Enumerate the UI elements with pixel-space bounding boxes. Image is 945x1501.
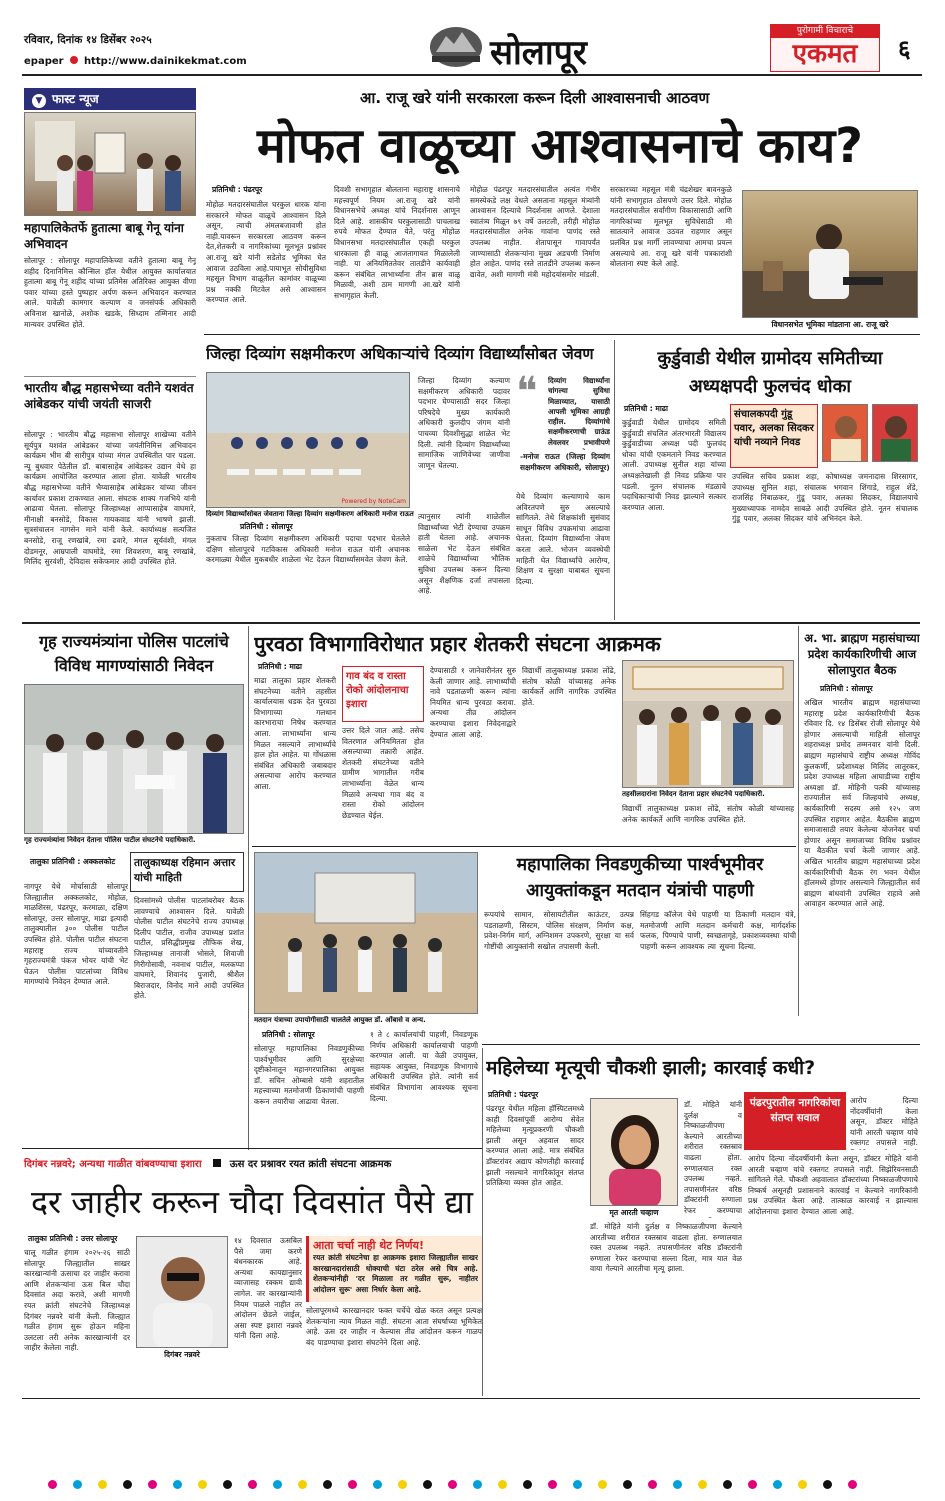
sugar-photo xyxy=(136,1236,228,1348)
election-col3: सोलापूर महापालिका निवडणुकीच्या पार्श्वभूमीवर आणि सुरक्षेच्या दृष्टीकोनातून महानगरपालिका आयुक्त डॉ. सचिन ओम्बासे यांनी शहरातील महत्त्वाच्या मतमोजणी ठिकाणांची पाहणी करून तयारीचा आढावा घेतला. xyxy=(254,1044,364,1106)
kurduwadi-byline: प्रतिनिधी : माढा xyxy=(624,404,668,413)
lead-photo-caption: विधानसभेत भूमिका मांडताना आ. राजू खरे xyxy=(771,320,889,329)
sugar-col1: चालू गळीत हंगाम २०२५-२६ साठी सोलापूर जिल्ह्यातील साखर कारखान्यांनी ऊसाचा दर जाहीर करावा आणि शेतकऱ्यांना ऊस बिल चौदा दिवसांत अदा करावे, अशी मागणी रयत क्रांती संघटनेचे जिल्हाध्यक्ष दिगंबर नन्नवरे यांनी केली. जिल्ह्यात गळीत हंगाम सुरू होऊन महिना उलटला तरी अनेक कारखान्यांनी दर जाहीर केलेला नाही. xyxy=(24,1248,130,1353)
election-headline-2: आयुक्तांकडून मतदान यंत्रांची पाहणी xyxy=(526,881,754,901)
divyang-col-d: येथे दिव्यांग कल्याणाचे काम अविरतपणे सुरु असल्याचे सांगितले. तेथे शिक्षकांशी सुसंवाद साधून विविध उपक्रमांचा आढावा घेतला. दिव्यांग विद्यार्थ्यांना जेवण करता आले. भोजन व्यवस्थेची माहिती घेत विद्यार्थ्यांचे आरोग्य, शिक्षण व सुरक्षा याबाबत सूचना दिल्या. xyxy=(516,492,610,586)
city-name: सोलापूर xyxy=(490,33,587,73)
sugar-col2: १४ दिवसात ऊसबिल पैसे जमा करणे बंधनकारक आहे. अन्यथा कायद्यानुसार व्याजासह रक्कम द्यावी लागेल. जर कारखान्यांनी नियम पाळले नाहीत तर आंदोलन छेडले जाईल, असा स्पष्ट इशारा नन्नवरे यांनी दिला आहे. xyxy=(234,1236,302,1341)
lead-photo xyxy=(742,190,918,318)
supply-col4: विद्यार्थी तालुकाध्यक्ष प्रकाश लोंढे, संतोष कोळी यांच्यासह अनेक कार्यकर्ते आणि नागरिक उपस्थित होते. xyxy=(622,804,794,824)
police-byline: तालुका प्रतिनिधी : अक्कलकोट xyxy=(30,857,116,866)
city-logo-icon xyxy=(426,22,486,72)
supply-headline: पुरवठा विभागाविरोधात प्रहार शेतकरी संघटना आक्रमक xyxy=(254,632,661,656)
globe-icon xyxy=(70,56,78,64)
divyang-byline: प्रतिनिधी : सोलापूर xyxy=(240,522,293,531)
divyang-photo-caption: दिव्यांग विद्यार्थ्यांसोबत जेवताना जिल्हा दिव्यांग सक्षमीकरण अधिकारी मनोज राऊत xyxy=(206,510,414,518)
sugar-col3: सोलापूरमध्ये कारखानदार फक्त चर्चेचे खेळ करत असून प्रत्यक्ष शेतकऱ्यांना न्याय मिळत नाही. संघटना आता संघर्षाच्या भूमिकेत आहे. ऊस दर जाहीर न केल्यास तीव्र आंदोलन करून गाळप बंद पाडण्याचा इशारा संघटनेने दिला आहे. xyxy=(306,1306,482,1347)
brand-box xyxy=(770,24,880,72)
lead-kicker: आ. राजू खरे यांनी सरकारला करून दिली आश्वासनाची आठवण xyxy=(360,89,710,107)
registration-marks xyxy=(40,1474,910,1488)
sidebar-story2-headline: भारतीय बौद्ध महासभेच्या वतीने यशवंत आंबेडकर यांची जयंती साजरी xyxy=(24,381,194,411)
fast-news-header: ▼ फास्ट न्यूज xyxy=(24,88,196,110)
mahila-col3: आरोप दिल्या नोंदवर्षीयांनी केला असून, डॉक्टर मोहिते यांनी आरती चव्हाण यांचे रक्तगट तपासले नाही. सिझेरियनसाठी सांगितले गेले. चौकशी अहवालात डॉक्टरांच्या निष्काळजीपणाचे निष्कर्ष असूनही प्रशासनाने कारवाई न केल्याने नागरिकांनी प्रश्न उपस्थित केला आहे. तात्काळ कारवाई न झाल्यास आंदोलनाचा इशारा देण्यात आला आहे. xyxy=(748,1154,918,1216)
divyang-photo-credit: Powered by NoteCam xyxy=(341,498,406,505)
divyang-quote: दिव्यांग विद्यार्थ्यांना चांगल्या सुविधा मिळाव्यात, यासाठी आपली भूमिका आग्रही राहील. दिव्यांगांचे सक्षमीकरणाची ग्राऊंड लेवलवर प्रभावीपणे xyxy=(548,376,610,447)
supply-byline: प्रतिनिधी : माढा xyxy=(258,662,302,671)
election-col4: १ ते ८ कार्यालयांची पाहणी, निवडणूक निर्णय अधिकारी कार्यालयाची पाहणी करण्यात आली. या वेळी उपायुक्त, सहायक आयुक्त, निवडणूक विभागाचे अधिकारी उपस्थित होते. त्यांनी सर्व संबंधित विभागांना आवश्यक सूचना दिल्या. xyxy=(370,1030,478,1103)
mahila-col2b: डॉ. मोहिते यांनी दुर्लक्ष व निष्काळजीपणा केल्याने आरतीच्या शरीरात रक्तस्राव वाढला होता. रुग्णालयात रक्त उपलब्ध नव्हते. तपासणीनंतर वरिष्ठ डॉक्टरांनी रुग्णाला रेफर करण्याचा xyxy=(684,1100,742,1215)
mahila-photo xyxy=(590,1098,678,1206)
kurduwadi-photo-2 xyxy=(872,404,918,462)
police-col1: नागपूर येथे मोर्चासाठी सोलापूर जिल्ह्यातील अक्कलकोट, मोहोळ, माळशिरस, पंढरपूर, करमाळा, दक्षिण सोलापूर, उत्तर सोलापूर, माढा इत्यादी तालुक्यातील ३०० पोलीस पाटील उपस्थित होते. पोलीस पाटील संघटना महाराष्ट्र राज्य यांच्यावतीने गृहराज्यमंत्री पंकज भोयर यांची भेट घेऊन पोलीस पाटलांच्या विविध मागण्यांचे निवेदन देण्यात आले. xyxy=(24,882,128,987)
sidebar-story1-body: सोलापूर : सोलापूर महापालिकेच्या वतीने हुतात्मा बाबू गेनू शहीद दिनानिमित्त कौन्सिल हॉल येथील आयुक्त कार्यालयात हुतात्मा बाबू गेनू शहीद यांच्या प्रतिमेस अतिरिक्त आयुक्त वीणा पवार यांच्या हस्ते पुष्पहार अर्पण करून अभिवादन करण्यात आले. यावेळी कामगार कल्याण व जनसंपर्क अधिकारी अविनाश खानोळे, अशोक खडके, सिध्दाम तम्मिनार आदी मान्यवर उपस्थित होते. xyxy=(24,256,196,329)
election-byline: प्रतिनिधी : सोलापूर xyxy=(262,1030,315,1039)
police-photo-caption: गृह राज्यमंत्र्यांना निवेदन देताना पोलिस पाटील संघटनेचे पदाधिकारी. xyxy=(24,836,196,844)
election-headline-1: महापालिका निवडणुकीच्या पार्श्वभूमीवर xyxy=(516,855,764,875)
brand-name: एकमत xyxy=(792,39,858,69)
chevron-down-icon: ▼ xyxy=(32,94,46,108)
kurduwadi-headline-1: कुर्डुवाडी येथील ग्रामोदय समितीच्या xyxy=(657,348,883,369)
police-headline-1: गृह राज्यमंत्र्यांना पोलिस पाटलांचे xyxy=(39,632,229,651)
kurduwadi-headline-2: अध्यक्षपदी फुलचंद धोका xyxy=(688,376,852,397)
supply-inset: गाव बंद व रास्ता रोको आंदोलनाचा इशारा xyxy=(346,671,409,710)
masthead xyxy=(0,0,945,78)
lead-col1: मोहोळ मतदारसंघातील घरकुल धारक यांना सरकारने मोफत वाळूचे आश्वासन दिले असून, त्याची अंमलबजावणी होत नाही.यावरून सरकारला आठवण करून देत,शेतकरी व नागरिकांच्या मूलभूत प्रश्नांवर आ.राजू खरे यांनी सडेतोड भूमिका घेत आवाज उठविला आहे.पायाभूत सोयीसुविधा महसूल विभाग वाळूतील कामांवर वाळूच्या प्रश्न नक्की मिटवेल असे आश्वासन करण्यात आले. xyxy=(206,200,326,305)
bottom-banner-right: ऊस दर प्रश्नावर रयत क्रांती संघटना आक्रमक xyxy=(229,1159,392,1170)
fast-news-sidebar xyxy=(24,88,196,646)
sugar-byline: तालुका प्रतिनिधी : उत्तर सोलापूर xyxy=(28,1234,118,1243)
supply-col1: माढा तालुका प्रहार शेतकरी संघटनेच्या वतीने तहसील कार्यालयास धडक देत पुरवठा विभागाच्या गलथान कारभाराचा निषेध करण्यात आला. लाभार्थ्यांना धान्य मिळत नसल्याने लाभार्थ्यांचे हाल होत आहेत. या गोंधळास संबंधित अधिकारी जबाबदार असल्याचा आरोप करण्यात आला. xyxy=(254,676,336,791)
election-photo-caption: मतदान यंत्राच्या उपायोगीसाठी चालतेले आयुक्त डॉ. ओंबासे व अन्य. xyxy=(254,1016,426,1024)
kurduwadi-photo-1 xyxy=(822,404,868,462)
police-subhead-box xyxy=(130,852,244,892)
page-number: ६ xyxy=(898,35,911,63)
election-photo xyxy=(254,852,478,1014)
website-link[interactable]: http://www.dainikekmat.com xyxy=(83,56,247,67)
square-bullet-icon xyxy=(213,1159,221,1167)
police-col2: दिवसांमध्ये पोलीस पाटलांबरोबर बैठक लावण्याचे आश्वासन दिले. यावेळी पोलीस पाटील संघटनेचे राज्य उपाध्यक्ष दिलीप पाटील, राजीव उपाध्यक्ष प्रशांत पाटील, प्रसिद्धीप्रमुख तौफिक शेख, जिल्हाध्यक्ष तानाजी भोसले, शिवाजी गिरीगोसावी, नवनाथ पाटील, मलकप्पा वाघमारे, शिवानंद पुजारी, श्रीशैल बिराजदार, विनोद माने आदी उपस्थित होते. xyxy=(134,896,244,1001)
quote-mark-icon: ❝ xyxy=(516,369,538,415)
lead-col3: मोहोळ पंढरपूर मतदारसंघातील अत्यंत गंभीर समस्येकडे लक्ष वेधले असताना महसूल मंत्र्यांनी आश्वासन दिल्याचे निदर्शनास आणले. देशाला स्वातंत्र्य मिळून ७९ वर्षे उलटली, तरीही मोहोळ मतदारसंघातील अनेक गावांना पाणंद रस्ते उपलब्ध नाहीत. शेतापासून गावापर्यंत जाण्यासाठी शेतकऱ्यांना मुख्य अडचणी निर्माण होत आहेत. पाणंद रस्ते तातडीने उपलब्ध करून द्यावेत, अशी मागणी मंत्री महोदयांसमोर मांडली. xyxy=(470,185,600,279)
police-photo xyxy=(24,684,244,834)
mahila-col1: पंढरपूर येथील महिला हॉस्पिटलमध्ये काही दिवसांपूर्वी आरोग्य सेवेत महिलेच्या मृत्यूप्रकरणी चौकशी झाली असून अहवाल सादर करण्यात आला आहे. मात्र संबंधित डॉक्टरांवर अद्याप कोणतीही कारवाई झाली नसल्याने नागरिकांतून संतप्त प्रतिक्रिया व्यक्त होत आहेत. xyxy=(486,1104,584,1188)
lead-headline: मोफत वाळूच्या आश्वासनाचे काय? xyxy=(256,118,864,174)
divyang-col-b: नुकताच जिल्हा दिव्यांग सक्षमीकरण अधिकारी पदाचा पदभार घेतलेले दक्षिण सोलापूरचे गटविकास अधिकारी मनोज राऊत यांनी अचानक करमाळ्या येथील मुकबधीर शाळेला भेट देऊन विद्यार्थ्यांसमवेत जेवण केले. xyxy=(206,534,410,565)
brand-tagline: पुरोगामी विचाराचे xyxy=(771,25,879,38)
supply-photo-caption: तहसीलदारांना निवेदन देताना प्रहार संघटनेचे पदाधिकारी. xyxy=(622,790,765,798)
epaper-label: epaper xyxy=(24,56,64,67)
bottom-banner-left: दिगंबर नन्नवरे; अन्यथा गाळीत वांबवण्याचा इशारा xyxy=(24,1159,202,1170)
lead-col4: सरकारच्या महसूल मंत्री चंद्रशेखर बावनकुळे यांनी सभागृहात ठोसपणे उत्तर दिले. मोहोळ मतदारसंघातील सर्वांगीण विकासासाठी आणि नागरिकांच्या मूलभूत सुविधेसाठी मी सातत्याने आवाज उठवत राहणार असून प्रलंबित प्रश्न मार्गी लावण्याचा आमचा प्रयत्न असल्याचे आ. राजू खरे यांनी पत्रकारांशी बोलताना स्पष्ट केले आहे. xyxy=(610,185,732,269)
mahila-col2: डॉ. मोहिते यांनी दुर्लक्ष व निष्काळजीपणा केल्याने आरतीच्या शरीरात रक्तस्राव वाढला होता. रुग्णालयात रक्त उपलब्ध नव्हते. तपासणीनंतर वरिष्ठ डॉक्टरांनी रुग्णाला रेफर करण्याचा सल्ला दिला, मात्र यात वेळ वाया गेल्याने आरतीचा मृत्यू झाला. xyxy=(590,1222,742,1274)
election-col1: रूपयांचे सामान, सोसायटीतील काऊंटर, उत्पन्न पडताळणी, सिस्टम, पोलिस संरक्षण, निर्माण कक्ष, प्रवेश-निर्गम मार्ग, अग्निशमन उपकरणे, सुरक्षा या सर्व गोष्टींची आयुक्तांनी सखोल तपासणी केली. xyxy=(484,910,634,951)
mahila-photo-caption: मृत आरती चव्हाण xyxy=(609,1208,659,1217)
sugar-photo-caption: दिगंबर नन्नवरे xyxy=(164,1350,200,1359)
supply-photo xyxy=(622,660,794,788)
masthead-date: रविवार, दिनांक १४ डिसेंबर २०२५ xyxy=(24,34,152,46)
supply-col2: उत्तर दिले जात आहे. तसेच वितरणात अनियमितता होत असल्याच्या तक्रारी आहेत. शेतकरी संघटनेच्या वतीने ग्रामीण भागातील गरीब लाभार्थ्यांना वेळेत धान्य मिळावे अन्यथा गाव बंद व रास्ता रोको आंदोलन छेडण्यात येईल. xyxy=(342,726,424,820)
divyang-col-a: जिल्हा दिव्यांग कल्याण सक्षमीकरण अधिकारी पदावर पदभार घेण्यासाठी सदर जिल्हा परिषदेचे मुख्य कार्यकारी अधिकारी कुलदीप जंगम यांनी पाचव्या दिवशीसुद्धा शाळेत भेट दिली. त्यांनी दिव्यांग विद्यार्थ्यांच्या सामाजिक जाणिवेच्या जाणीवा जाणून घेतल्या. xyxy=(418,376,510,470)
supply-col3: देण्यासाठी १ जानेवारीनंतर सुरु केली जाणार आहे. लाभार्थ्यांची नावे पडताळणी करून त्यांना नियमित धान्य पुरवठा करावा. अन्यथा तीव्र आंदोलन करण्याचा इशारा निवेदनाद्वारे देण्यात आला आहे. xyxy=(430,666,516,739)
divyang-quote-by: -मनोज राऊत (जिल्हा दिव्यांग सक्षमीकरण अधिकारी, सोलापूर) xyxy=(520,452,610,472)
sugar-inset-box xyxy=(306,1236,482,1302)
sidebar-photo xyxy=(24,112,196,216)
mahila-inset: पंढरपुरातील नागरिकांचा संतप्त सवाल xyxy=(749,1097,841,1124)
brahman-body: अखिल भारतीय ब्राह्मण महासंघाच्या महाराष्ट्र प्रदेश कार्यकारिणीची बैठक रविवार दि. १४ डिसेंबर रोजी सोलापूर येथे होणार असल्याची माहिती सोलापूर शहराध्यक्ष प्रमोद तम्मनवार यांनी दिली. ब्राह्मण महासंघाचे राष्ट्रीय अध्यक्ष गोविंद कुलकर्णी, प्रदेशाध्यक्ष मिलिंद लातूरकर, प्रदेश उपाध्यक्ष महिला आघाडीच्या राष्ट्रीय अध्यक्षा डॉ. मोहिनी पत्की यांच्यासह राज्यातील सर्व जिल्हयांचे अध्यक्ष, कार्यकारिणी सदस्य असे १२५ जण उपस्थित राहणार आहेत. बैठकीस ब्राह्मण समाजासाठी तयार केलेल्या योजनेवर चर्चा होणार असून समाजाच्या विविध प्रश्नांवर या बैठकीत चर्चा केली जाणार आहे. अखिल भारतीय ब्राह्मण महासंघाच्या प्रदेश कार्यकारिणीची बैठक रंग भवन येथील हॉलमध्ये होणार असल्याने जिल्ह्यातील सर्व ब्राह्मण बांधवांनी उपस्थित राहावे असे आवाहन करण्यात आले आहे. xyxy=(804,698,920,909)
divyang-col-c: त्यानुसार त्यांनी शाळेतील विद्यार्थ्यांच्या भेटी देण्याचा उपक्रम हाती घेतला आहे. अचानक साळेला भेट देऊन संबंधित शाळेचे विद्यार्थ्यांच्या भौतिक सुविधा उपलब्ध करून दिल्या असून शैक्षणिक दर्जा तपासला आहे. xyxy=(418,512,510,596)
brahman-byline: प्रतिनिधी : सोलापूर xyxy=(820,684,873,693)
lead-col2: दिवशी सभागृहात बोलताना महाराष्ट्र शासनाचे महत्त्वपूर्ण नियम आ.राजू खरे यांनी विधानसभेचे अध्यक्ष यांचे निदर्शनास आणून दिले आहे. शासकीय घरकुलासाठी पाचलाख रुपये मोफत देण्यात येते, परंतु मोहोळ विधानसभा मतदारसंघातील एकही घरकुल धारकाला ही वाळू आजतागायत मिळालेली नाही. या अनियमिततेवर तातडीने कार्यवाही करून संबंधित लाभार्थ्यांना तीन ब्रास वाळू मिळावी, अशी ठाम मागणी आ.खरे यांनी सभागृहात केली. xyxy=(334,185,460,300)
sidebar-story2-body: सोलापूर : भारतीय बौद्ध महासभा सोलापूर शाखेच्या वतीने सूर्यपुत्र यशवंत आंबेडकर यांच्या जयंतीनिमित्त अभिवादन कार्यक्रम भीम बी सारीपुत्र यांच्या मंगल उपस्थितीत पार पडला. न्यू बुधवार पेठेतील डॉ. बाबासाहेब आंबेडकर उद्यान येथे हा कार्यक्रम आयोजित करण्यात आला होता. यावेळी भारतीय बौद्ध महासभेच्या वतीने भैय्यासाहेब आंबेडकर यांच्या जीवन कार्यावर प्रकाश टाकण्यात आला. संघटक शाक्य गजभिये यांनी आढावा घेतला. सोलापूर जिल्हाध्यक्ष आप्पासाहेब वाघमारे, मीनाक्षी बनसोडे, विकास गायकवाड यांनी भाषणे झाली. सूत्रसंचालन नागसेन माने यांनी केले. कार्याध्यक्ष सत्यजित बनसोडे, राजू रणखांबे, रमा ढवारे, मंगल सूर्यवंशी, मंगल दोडमनूर, आम्रपाली वाघमोडे, रमा शिवशरण, बाबू रणखांबे, मिलिंद सुरवंशी, देविदास सकेफमार आदी उपस्थित होते. xyxy=(24,430,196,567)
police-subhead: तालुकाध्यक्ष रहिमान अत्तार यांची माहिती xyxy=(134,857,236,884)
election-col2: सिंहगड कॉलेज येथे पाहणी या ठिकाणी मतदान यंत्रे, मतमोजणी आणि मतदान कर्मचारी कक्ष, मार्गदर्शक फलक, पिण्याचे पाणी, स्वच्छतागृहे, प्रकाशव्यवस्था यांची पाहणी करून आवश्यक त्या सूचना दिल्या. xyxy=(640,910,796,951)
divyang-photo xyxy=(206,372,410,508)
sugar-inset-title: आता चर्चा नाही थेट निर्णय! xyxy=(313,1239,425,1252)
bottom-banner xyxy=(24,1152,480,1170)
mahila-col3b: आरोप दिल्या नोंदवर्षीयांनी केला असून, डॉक्टर मोहिते यांनी आरती चव्हाण यांचे रक्तगट तपासले नाही. xyxy=(850,1096,918,1148)
kurduwadi-subhead: संचालकपदी गुंडू पवार, अलका सिदकर यांची नव्याने निवड xyxy=(734,409,814,448)
brahman-headline: अ. भा. ब्राह्मण महासंघाच्या प्रदेश कार्यकारिणीची आज सोलापुरात बैठक xyxy=(804,631,920,677)
mahila-byline: प्रतिनिधी : पंढरपूर xyxy=(488,1090,539,1099)
kurduwadi-subhead-box xyxy=(730,404,818,468)
sidebar-story1-headline: महापालिकेतर्फे हुतात्मा बाबू गेनू यांना अभिवादन xyxy=(24,221,184,251)
police-headline-2: विविध मागण्यांसाठी निवेदन xyxy=(54,656,214,675)
mahila-headline: महिलेच्या मृत्यूची चौकशी झाली; कारवाई कधी? xyxy=(486,1057,816,1079)
supply-col-c: विद्यार्थी तालुकाध्यक्ष प्रकाश लोंढे, संतोष कोळी यांच्यासह अनेक कार्यकर्ते आणि नागरिक उपस्थित होते. xyxy=(522,666,616,707)
sugar-inset-body: रयत क्रांती संघटनेचा हा आक्रमक इशारा जिल्ह्यातील साखर कारखानदारांसाठी धोक्याची घंटा ठरेल असे चित्र आहे. शेतकऱ्यांनीही 'दर मिळाला तर गळीत सुरू, नाहीतर आंदोलन सुरू' असा निर्धार केला आहे. xyxy=(313,1253,478,1294)
kurduwadi-col2: उपस्थित सचिव प्रकाश शहा, कोषाध्यक्ष जमनादास शिरसागर, उपाध्यक्ष सुनिल शहा, संचालक भगवान शिंगाडे, राहुल शेंडे, राजसिंह निंबाळकर, गुंडू पवार, अलका सिदकर, विद्यालयाचे मुख्याध्यापक नामदेव साबळे आदी उपस्थित होते. नूतन संचालक गुंडू पवार, अलका सिदकर यांचे अभिनंदन केले. xyxy=(732,472,918,524)
sugar-headline: दर जाहीर करून चौदा दिवसांत पैसे द्या xyxy=(30,1183,474,1221)
lead-byline: प्रतिनिधी : पंढरपूर xyxy=(212,185,263,194)
divyang-headline: जिल्हा दिव्यांग सक्षमीकरण अधिकाऱ्यांचे दिव्यांग विद्यार्थ्यांसोबत जेवण xyxy=(206,345,594,363)
supply-inset-box xyxy=(342,666,424,722)
kurduwadi-col1: कुर्डुवाडी येथील ग्रामोदय समिती कुर्डुवाडी संचलित अंतरभारती विद्यालय कुर्डुवाडीच्या अध्यक्ष पदी फुलचंद धोका यांची एकमताने निवड करण्यात आली. उपाध्यक्ष सुनील शहा यांच्या अध्यक्षतेखाली ही निवड प्रक्रिया पार पडली. नूतन संचालक मंडळाचे पदाधिकाऱ्यांची निवड झाल्याने सत्कार करण्यात आला. xyxy=(622,418,726,512)
mahila-inset-box xyxy=(744,1092,846,1150)
